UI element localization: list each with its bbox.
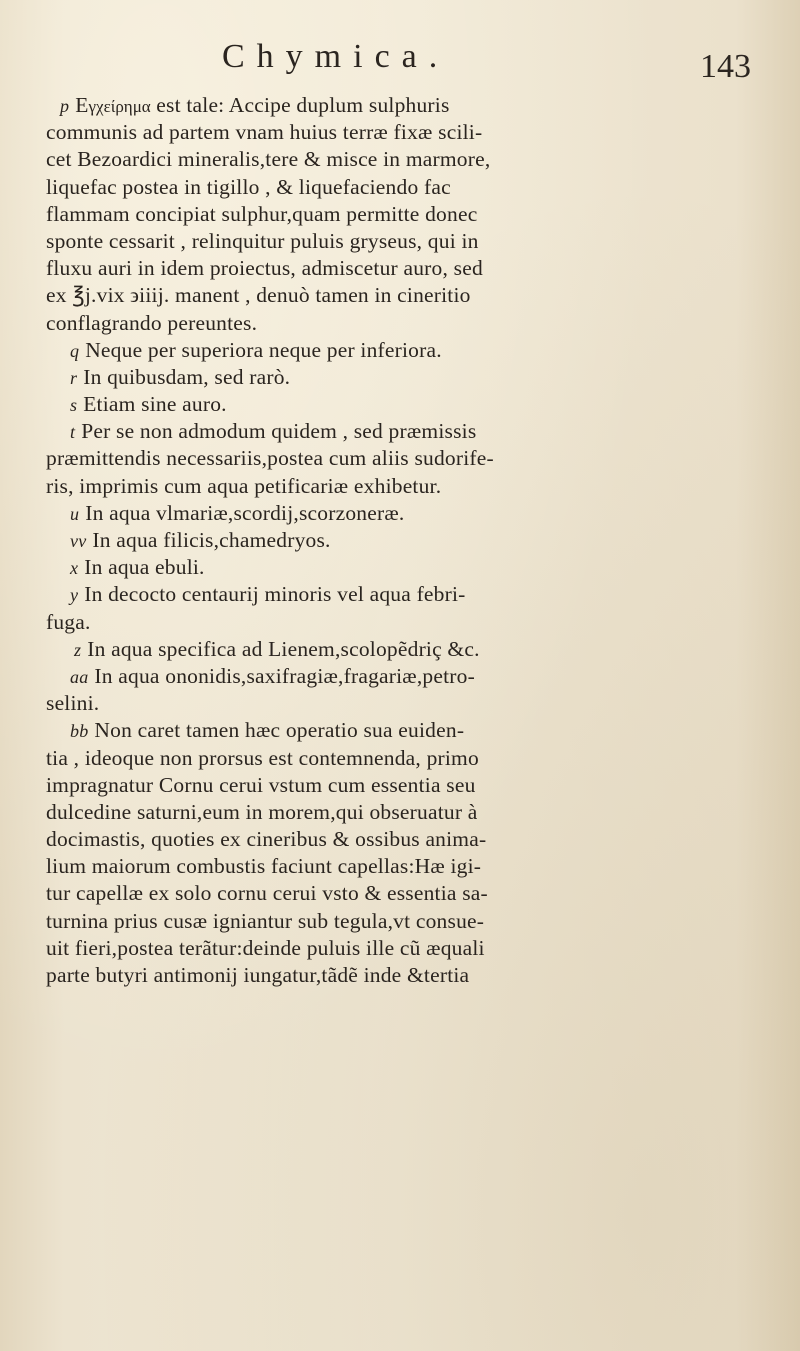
text-line xyxy=(46,554,766,581)
text-line xyxy=(46,663,766,690)
main-text xyxy=(46,92,766,989)
note-marker: u xyxy=(70,503,80,524)
text-line: parte butyri antimonij iungatur,tãdẽ inde &tertia xyxy=(46,963,470,987)
page-number: 143 xyxy=(700,48,751,85)
text-line: præmittendis necessariis,postea cum aliis sudorife- xyxy=(46,446,494,471)
text-line: tia , ideoque non prorsus est contemnenda, primo xyxy=(46,745,479,770)
text-line: turnina prius cusæ igniantur sub tegula,vt consue- xyxy=(46,908,485,933)
note-marker: q xyxy=(70,340,80,361)
text-line: flammam concipiat sulphur,quam permitte donec xyxy=(46,201,478,226)
greek-word: γχείρημα xyxy=(88,97,151,116)
note-marker: y xyxy=(70,585,79,606)
note-marker: vv xyxy=(70,531,87,551)
note-text: Per se non admodum quidem , sed præmissis xyxy=(81,419,477,444)
note-marker: bb xyxy=(70,721,89,742)
note-text: Neque per superiora neque per inferiora. xyxy=(85,337,442,362)
text-line: impragnatur Cornu cerui vstum cum essentia seu xyxy=(46,772,476,797)
text-line: fluxu auri in idem proiectus, admiscetur auro, sed xyxy=(46,256,483,281)
note-text: Non caret tamen hæc operatio sua euiden- xyxy=(94,718,465,743)
note-marker: aa xyxy=(70,666,89,687)
text-line: selini. xyxy=(46,691,100,716)
note-text: In aqua ebuli. xyxy=(84,555,205,580)
note-text: Etiam sine auro. xyxy=(83,392,227,417)
text-line: liquefac postea in tigillo , & liquefaciendo fac xyxy=(46,174,451,199)
text-line xyxy=(46,92,766,119)
text-line: dulcedine saturni,eum in morem,qui obseruatur à xyxy=(46,799,478,824)
note-marker: p xyxy=(60,96,70,116)
note-marker: s xyxy=(70,395,78,416)
note-text: In aqua filicis,chamedryos. xyxy=(92,528,331,552)
note-text: est tale: Accipe duplum sulphuris xyxy=(156,93,450,117)
text-line: conflagrando pereuntes. xyxy=(46,310,258,335)
text-line: ex ℥j.vix ϶iiij. manent , denuò tamen in cineritio xyxy=(46,283,471,308)
note-text: In aqua vlmariæ,scordij,scorzoneræ. xyxy=(85,500,405,525)
note-text: In decocto centaurij minoris vel aqua febri- xyxy=(84,582,466,607)
note-text-prefix: E xyxy=(75,93,89,117)
note-marker: x xyxy=(70,558,79,579)
running-head: Chymica. xyxy=(222,38,450,75)
text-line xyxy=(46,337,766,364)
text-line: communis ad partem vnam huius terræ fixæ scili- xyxy=(46,120,483,145)
text-line: lium maiorum combustis faciunt capellas:Hæ igi- xyxy=(46,854,482,879)
note-text: In aqua specifica ad Lienem,scolopẽdriç &c. xyxy=(87,636,480,661)
page-header xyxy=(0,38,800,88)
text-line xyxy=(46,391,766,418)
note-marker: r xyxy=(70,367,78,388)
text-line xyxy=(46,500,766,527)
text-line: docimastis, quoties ex cineribus & ossibus anima- xyxy=(46,827,487,852)
text-line xyxy=(46,527,766,554)
text-line: ris, imprimis cum aqua petificariæ exhibetur. xyxy=(46,473,442,498)
text-line: tur capellæ ex solo cornu cerui vsto & essentia sa- xyxy=(46,881,488,906)
text-line xyxy=(46,636,766,663)
text-line xyxy=(46,581,766,608)
text-line xyxy=(46,418,766,445)
text-line xyxy=(46,364,766,391)
text-line: cet Bezoardici mineralis,tere & misce in marmore, xyxy=(46,147,491,172)
note-text: In quibusdam, sed rarò. xyxy=(83,364,291,389)
note-text: In aqua ononidis,saxifragiæ,fragariæ,petro- xyxy=(94,663,475,688)
text-line: uit fieri,postea terãtur:deinde puluis ille cũ æquali xyxy=(46,935,485,960)
text-line: fuga. xyxy=(46,609,91,634)
text-line xyxy=(46,717,766,744)
text-line: sponte cessarit , relinquitur puluis gryseus, qui in xyxy=(46,228,479,253)
note-marker: z xyxy=(74,639,82,660)
note-marker: t xyxy=(70,422,76,443)
